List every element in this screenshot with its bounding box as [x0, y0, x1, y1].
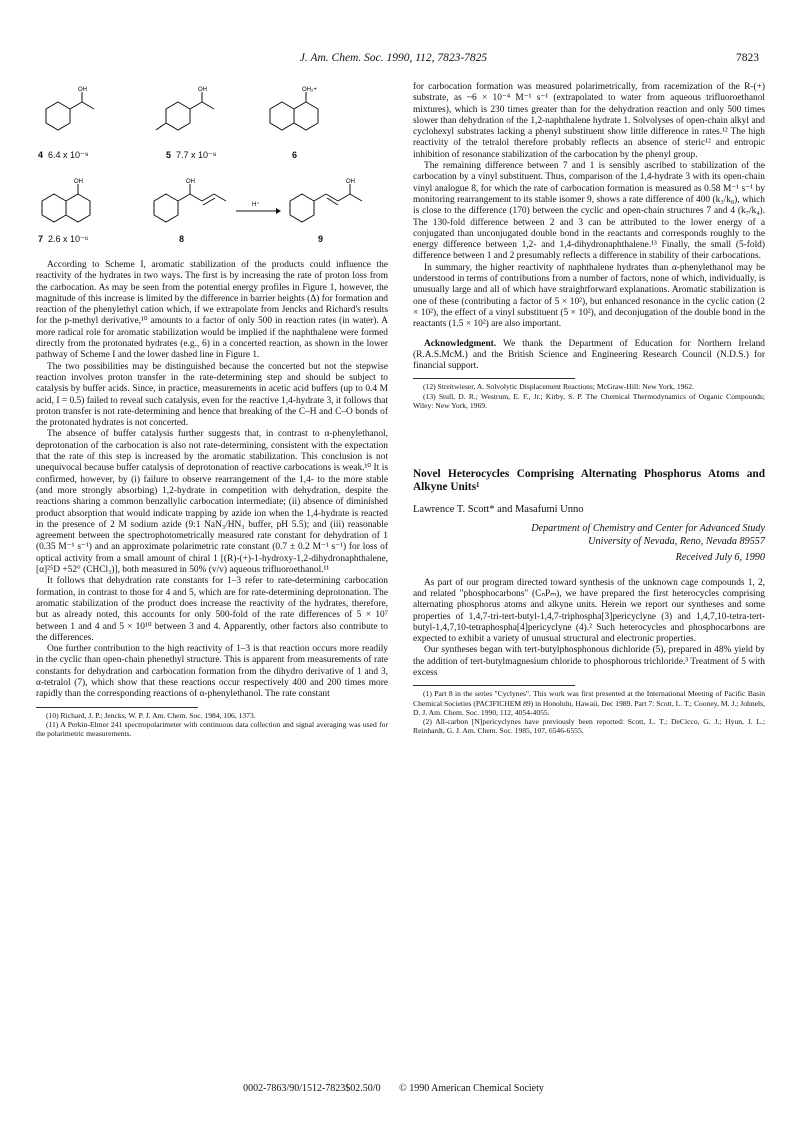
compound-number: 7: [38, 234, 44, 244]
structure-compound-5: [154, 86, 244, 136]
journal-citation: J. Am. Chem. Soc. 1990, 112, 7823-7825: [299, 52, 488, 64]
running-header: [0, 52, 787, 68]
body-paragraph: Our syntheses began with tert-butylphosphonous dichloride (5), prepared in 48% yield by the addition of tert-butylmagnesium chloride to phosphorous trichloride.³ Treatment of 5 with excess: [413, 645, 765, 678]
oh-label: OH: [74, 179, 83, 185]
acknowledgment: [413, 339, 765, 373]
article-authors: Lawrence T. Scott* and Masafumi Unno: [413, 504, 584, 516]
structure-compound-6: [264, 86, 344, 136]
compound-5-label: [166, 150, 217, 161]
footnote: (11) A Perkin-Elmer 241 spectropolarimeter with continuous data collection and signal averaging was used for the polarimetric measurements.: [36, 719, 388, 738]
body-paragraph: One further contribution to the high reactivity of 1–3 is that reaction occurs more readily in the cyclic than open-chain phenethyl structure. This is apparent from measurements of rate constants for dehydration and carbocation formation from the dihydro derivative of 1 and 3, α-tetralol (7), which show that these reactions occur respectively 400 and 200 times more rapidly than the corresponding reactions of α-phenylethanol. The rate constant: [36, 644, 388, 700]
oh-label: OH: [186, 179, 195, 185]
footnote-divider: [413, 378, 575, 379]
compound-7-label: [38, 234, 89, 245]
scheme-figure: [36, 82, 388, 254]
compound-8-label: [179, 234, 184, 245]
rate-value: 7.7 x 10⁻⁸: [176, 150, 217, 160]
footnote: (1) Part 8 in the series "Cyclynes". This work was first presented at the International Meeting of Pacific Basin Chemical Societies (PACIFICHEM 89) in Honolulu, Hawaii, Dec 1989. Part 7: Scott, L. T.; Cooney, M. J.; Johnels, D. J. Am. Chem. Soc. 1990, 112, 4054-4055.: [413, 689, 765, 717]
rate-value: 6.4 x 10⁻⁹: [48, 150, 89, 160]
right-column: [413, 82, 765, 735]
footnote: (13) Stull, D. R.; Westrum, E. F., Jr.; Kirby, S. P. The Chemical Thermodynamics of Organic Compounds; Wiley: New York, 1969.: [413, 391, 765, 410]
body-paragraph: According to Scheme I, aromatic stabilization of the products could influence the reactivity of the hydrates in two ways. The first is by increasing the rate of proton loss from the carbocation. As may be seen from the potential energy profiles in Figure 1, however, the magnitude of this increase is limited by the difference in barrier heights (Δ) for formation and reaction of the phenylethyl cation which, if we extrapolate from Jencks and Richard's results for the p-methyl derivative,¹⁰ amounts to a factor of only 500 in reaction rates (in water). A more radical role for aromatic stabilization would be implied if the naphthalene were formed directly from the protonated hydrates (e.g., 6) in a concerted reaction, as shown in the lower pathway of Scheme I and the lower dashed line in Figure 1.: [36, 260, 388, 361]
article-block: [413, 468, 765, 735]
received-date: Received July 6, 1990: [675, 552, 765, 564]
compound-9-label: [318, 234, 323, 245]
body-paragraph: As part of our program directed toward synthesis of the unknown cage compounds 1, 2, and related "phosphocarbons" (CₙPₘ), we have prepared the first heterocycles comprising alternating phosphorus atoms and alkyne units. Herein we report our syntheses and some properties of 1,4,7-tri-tert-butyl-1,4,7-triphospha[3]pericyclyne (3) and 1,4,7,10-tetra-tert-butyl-1,4,7,10-tetraphospha[4]pericyclyne (4).² Such heterocycles and phosphocarbons are expected to exhibit a variety of unusual structural and electronic properties.: [413, 577, 765, 645]
compound-number: 6: [292, 150, 298, 160]
footnote: (12) Streitwieser, A. Solvolytic Displacement Reactions; McGraw-Hill: New York, 1962.: [423, 382, 694, 392]
issn-code: 0002-7863/90/1512-7823$02.50/0: [243, 1083, 381, 1094]
affiliation-line: Department of Chemistry and Center for Advanced Study: [531, 523, 765, 535]
structure-compound-4: [40, 86, 110, 136]
rate-value: 2.6 x 10⁻⁶: [48, 234, 89, 244]
oh2-label: OH₂+: [302, 87, 317, 93]
body-paragraph: It follows that dehydration rate constants for 1–3 refer to rate-determining carbocation formation, in contrast to those for 4 and 5, which are for rate-determining deprotonation. The aromatic stabilization of the product does increase the reactivity of the hydrates, therefore, but as already noted, this accounts for only 500-fold of the rate differences of 5 × 10⁷ between 1 and 4 and 5 × 10¹⁰ between 3 and 4. Apparently, other factors also contribute to the differences.: [36, 576, 388, 643]
footnote: (10) Richard, J. P.; Jencks, W. P. J. Am. Chem. Soc. 1984, 106, 1373.: [46, 710, 256, 720]
footnotes-article: [413, 685, 765, 735]
compound-number: 9: [318, 234, 324, 244]
page-number: 7823: [736, 52, 759, 64]
left-column: [36, 82, 388, 738]
compound-number: 8: [179, 234, 185, 244]
body-paragraph: The remaining difference between 7 and 1 is sensibly ascribed to stabilization of the carbocation by a vinyl substituent. Thus, comparison of the 1,4-hydrate 3 with its open-chain vinyl analogue 8, for which the rate of carbocation formation is measured as 0.58 M⁻¹ s⁻¹ by monitoring rearrangement to its stable isomer 9, shows a rate difference of 400 (k₃/k₈), which is close to the difference (170) between the cyclic and open-chain structures 7 and 4 (k₇/k₄). The 130-fold difference between 2 and 3 can be attributed to the lower energy of a conjugated than unconjugated double bond in the reactants and corresponds roughly to the energy difference between 1,2- and 1,4-dihydronaphthalene.¹³ Finally, the small (5-fold) difference between 1 and 2 presumably reflects a difference in stability of their carbocations.: [413, 161, 765, 262]
footnotes-right: [413, 378, 765, 410]
compound-6-label: [292, 150, 297, 161]
body-paragraph: The two possibilities may be distinguished because the concerted but not the stepwise reaction involves proton transfer in the rate-determining step and should be subject to catalysis by buffer acids. Since, in practice, measurements in acetic acid buffers (up to 0.4 M acid, I = 0.5) failed to reveal such catalysis, even for the reactive 1,4-hydrate 3, it follows that proton transfer is not rate-determining and hence that breaking of the C–H and C–O bonds of the protonated hydrates is not concerted.: [36, 361, 388, 429]
compound-number: 4: [38, 150, 44, 160]
page-footer: [0, 1083, 787, 1094]
footnote-divider: [36, 707, 198, 708]
acknowledgment-text: We thank the Department of Education for Northern Ireland (R.A.S.McM.) and the British Science and Engineering Research Council (N.D.S.) for financial support.: [413, 338, 765, 372]
footnote-divider: [413, 685, 575, 686]
article-title: Novel Heterocycles Comprising Alternating Phosphorus Atoms and Alkyne Units¹: [413, 468, 765, 494]
compound-4-label: [38, 150, 89, 161]
acknowledgment-label: Acknowledgment.: [424, 338, 497, 349]
footnotes-left: [36, 707, 388, 739]
body-paragraph: In summary, the higher reactivity of naphthalene hydrates than α-phenylethanol may be understood in terms of contributions from a number of factors, none of which, individually, is unusually large and all of which have straightforward explanations. Aromatic stabilization is one of these (contributing a factor of 5 × 10²), but enhanced resonance in the cyclic cation (2 × 10²), the effect of a vinyl substituent (5 × 10²), and deconjugation of the double bond in the reactants (1.5 × 10²) are also important.: [413, 262, 765, 330]
affiliation-line: University of Nevada, Reno, Nevada 89557: [588, 535, 765, 547]
structure-compound-9: [284, 176, 394, 230]
oh-label: OH: [346, 179, 355, 185]
body-paragraph: The absence of buffer catalysis further suggests that, in contrast to α-phenylethanol, deprotonation of the carbocation is also not rate-determining, consistent with the expectation that the rate of this step is increased by the aromatic stabilization. This conclusion is not unequivocal because buffer catalysis of deprotonation of reactive carbocations is weak.¹⁰ It is confirmed, however, by (i) failure to observe rearrangement of the 1,4- to the more stable (and more strongly absorbing) 1,2-hydrate in competition with dehydration, despite the reactions sharing a common benzallylic carbocation intermediate; (ii) absence of diminished product absorption that would indicate trapping by azide ion when the 1,4-hydrate is reacted in the presence of 2 M sodium azide (9:1 NaN₃/HN₃ buffer, pH 5.5); and (iii) reasonable agreement between the spectrophotometrically measured rate constant for dehydration of 1 (0.35 M⁻¹ s⁻¹) and an approximate polarimetric rate constant (0.7 ± 0.2 M⁻¹ s⁻¹) for loss of optical activity from a small amount of chiral 1 [(R)-(+)-1-hydroxy-1,2-dihydronaphthalene, [α]²⁵D +52° (CHCl₃)], both measured in 50% (v/v) aqueous trifluoroethanol.¹¹: [36, 429, 388, 576]
structure-compound-7: [36, 176, 106, 230]
compound-number: 5: [166, 150, 172, 160]
oh-label: OH: [78, 87, 87, 93]
footnote: (2) All-carbon [N]pericyclynes have previously been reported: Scott, L. T.; DeCicco, G. J.; Hyun, J. L.; Reinhardt, G. J. Am. Chem. Soc. 1985, 107, 6546-6555.: [413, 716, 765, 736]
body-paragraph: for carbocation formation was measured polarimetrically, from racemization of the R-(+) substrate, as ~6 × 10⁻⁴ M⁻¹ s⁻¹ (extrapolated to water from aqueous trifluoroethanol mixtures), which is 230 times greater than for the dehydration reaction and only 500 times slower than dehydration of the 1,2-naphthalene hydrate 1. Solvolyses of open-chain alkyl and cyclohexyl substrates lacking a phenyl substituent show little difference in rates.¹² The high reactivity of the tetralol therefore probably reflects an absence of steric¹² and entropic inhibition of resonance stabilization of the carbocation by the phenyl group.: [413, 82, 765, 160]
reaction-arrow: [232, 198, 282, 218]
acid-label: H⁺: [252, 202, 260, 208]
copyright: © 1990 American Chemical Society: [399, 1083, 544, 1094]
oh-label: OH: [198, 87, 207, 93]
